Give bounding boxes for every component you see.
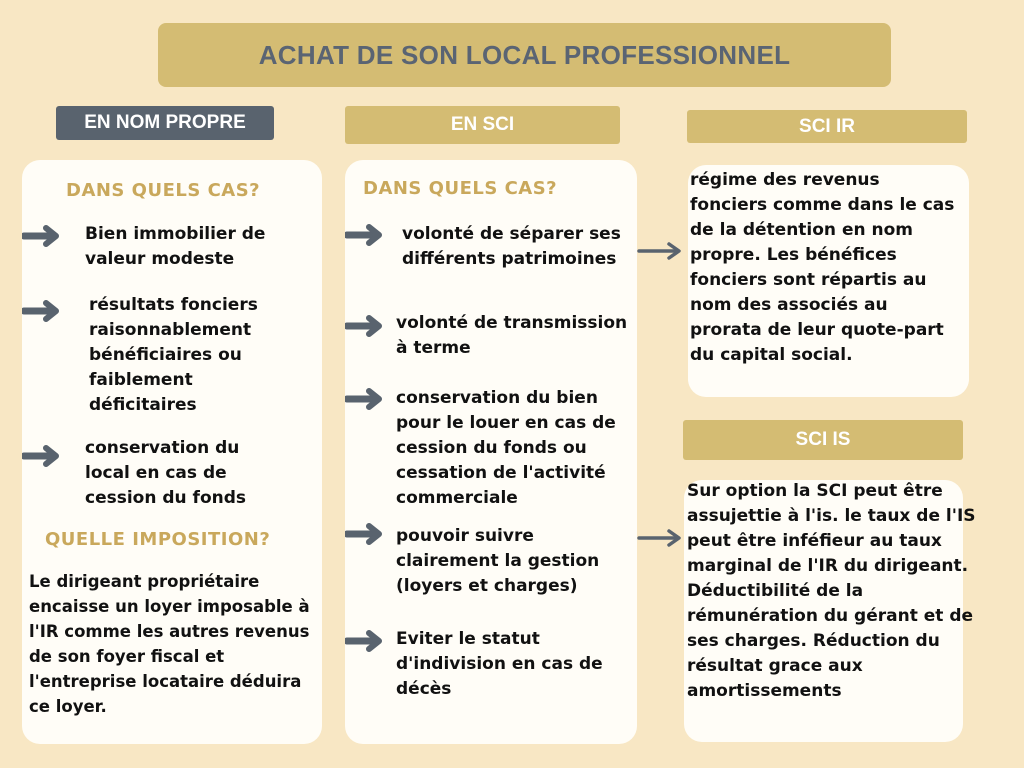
imposition-title: QUELLE IMPOSITION? — [45, 529, 271, 550]
arrow-icon — [22, 299, 62, 323]
arrow-icon — [22, 224, 62, 248]
nom-propre-cases-title: DANS QUELS CAS? — [66, 180, 261, 201]
header-sci-is: SCI IS — [683, 420, 963, 460]
sci-cases-title: DANS QUELS CAS? — [363, 178, 558, 199]
arrow-icon — [345, 314, 385, 338]
sci-is-text: Sur option la SCI peut être assujettie à l'is. le taux de l'IS peut être inféfieur au taux marginal de l'IR du dirigeant. Déductibilité de la rémunération du gérant et de ses charges. Réduction du résultat grace aux amortissements — [687, 481, 976, 701]
header-nom-propre: EN NOM PROPRE — [56, 106, 274, 140]
imposition-text: Le dirigeant propriétaire encaisse un loyer imposable à l'IR comme les autres revenus de son foyer fiscal et l'entreprise locataire déduira ce loyer. — [29, 572, 310, 716]
arrow-icon — [345, 629, 385, 653]
arrow-icon — [345, 522, 385, 546]
arrow-icon — [345, 387, 385, 411]
sci-item: volonté de transmission à terme — [396, 313, 628, 358]
nom-propre-item: conservation du local en cas de cession du fonds — [85, 438, 247, 508]
arrow-icon — [345, 223, 385, 247]
page-title: ACHAT DE SON LOCAL PROFESSIONNEL — [158, 23, 891, 87]
header-sci-ir: SCI IR — [687, 110, 967, 143]
sci-ir-text: régime des revenus fonciers comme dans le cas de la détention en nom propre. Les bénéfices fonciers sont répartis au nom des associés au prorata de leur quote-part du capital social. — [690, 170, 955, 365]
nom-propre-item: Bien immobilier de valeur modeste — [85, 224, 266, 269]
arrow-right-icon — [637, 241, 683, 261]
sci-item: conservation du bien pour le louer en cas de cession du fonds ou cessation de l'activité commerciale — [396, 388, 616, 508]
sci-item: volonté de séparer ses différents patrimoines — [402, 224, 621, 269]
nom-propre-item: résultats fonciers raisonnablement bénéficiaires ou faiblement déficitaires — [89, 295, 258, 415]
arrow-icon — [22, 444, 62, 468]
header-sci: EN SCI — [345, 106, 620, 144]
arrow-right-icon — [637, 528, 683, 548]
sci-item: Eviter le statut d'indivision en cas de décès — [396, 629, 603, 699]
sci-item: pouvoir suivre clairement la gestion (loyers et charges) — [396, 526, 600, 596]
